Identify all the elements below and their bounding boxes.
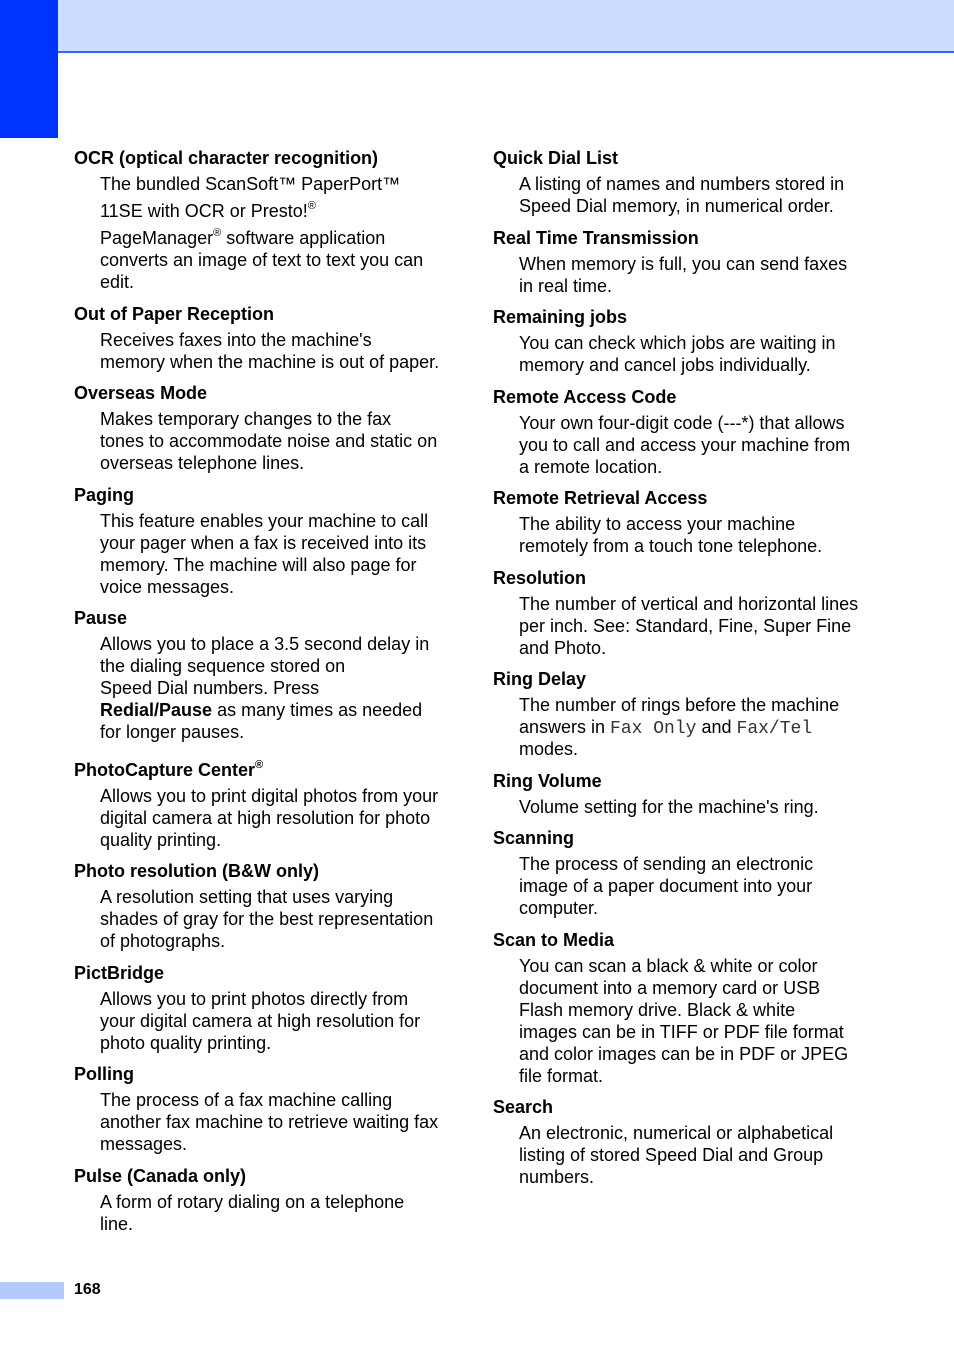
entry-paging [74,484,454,598]
definition-line: you to call and access your machine from [519,434,851,455]
entry-resolution [493,567,913,659]
definition-line: Receives faxes into the machine's [100,329,372,350]
entry-scan-to-media [493,929,913,1087]
entry-search [493,1096,913,1188]
definition-polling [100,1089,454,1155]
definition-line: shades of gray for the best representation [100,909,434,929]
definition-line: Makes temporary changes to the fax [100,409,392,429]
definition-line: memory and cancel jobs individually. [519,355,811,375]
header-band [58,0,954,53]
definition-real-time-transmission [519,253,913,297]
definition-line: A resolution setting that uses varying [100,887,394,907]
term-ring-volume: Ring Volume [493,770,602,791]
definition-line: Your own four-digit code (---*) that allows [519,412,845,433]
term-scanning: Scanning [493,828,575,848]
definition-line: the dialing sequence stored on [100,656,346,676]
definition-paging [100,510,454,598]
term-ocr: OCR (optical character recognition) [74,148,379,168]
entry-pictbridge [74,962,454,1054]
term-pause: Pause [74,608,128,628]
term-remote-access-code: Remote Access Code [493,386,677,407]
definition-line: tones to accommodate noise and static on [100,431,438,451]
definition-pause [100,633,454,743]
term-quick-dial-list: Quick Dial List [493,148,619,168]
definition-line: The bundled ScanSoft™ PaperPort™ [100,174,401,194]
definition-line [100,195,454,222]
definition-line [100,699,454,721]
definition-line: An electronic, numerical or alphabetical [519,1123,834,1143]
definition-line: A listing of names and numbers stored in [519,174,845,194]
definition-line: This feature enables your machine to call [100,510,429,531]
registered-mark: ® [307,200,316,212]
glossary-left-column [74,147,454,1244]
definition-line: file format. [519,1065,604,1086]
registered-mark: ® [213,227,222,239]
entry-remaining-jobs [493,306,913,376]
line-text: answers in [519,717,611,737]
registered-mark: ® [255,758,264,771]
definition-line: Flash memory drive. Black & white [519,999,796,1020]
term-text: PhotoCapture Center [74,759,256,780]
definition-line: line. [100,1213,134,1234]
definition-line: image of a paper document into your [519,876,813,896]
glossary-right-column [493,147,913,1198]
definition-line: your digital camera at high resolution for [100,1010,421,1031]
definition-line: listing of stored Speed Dial and Group [519,1145,824,1165]
term-remaining-jobs: Remaining jobs [493,307,628,327]
definition-line: Allows you to print photos directly from [100,988,409,1009]
definition-photocapture-center [100,785,454,851]
chapter-tab [0,0,58,138]
entry-scanning [493,827,913,919]
term-search: Search [493,1097,554,1117]
definition-line: and Photo. [519,637,607,658]
definition-line: The process of sending an electronic [519,854,814,874]
term-real-time-transmission: Real Time Transmission [493,227,699,248]
definition-line: Speed Dial memory, in numerical order. [519,196,834,216]
definition-quick-dial-list [519,173,913,217]
definition-line: voice messages. [100,576,235,597]
term-paging: Paging [74,484,135,505]
term-ring-delay: Ring Delay [493,669,587,689]
definition-line: converts an image of text to text you can [100,250,424,270]
definition-line: Speed Dial numbers. Press [100,678,320,698]
line-text: and [696,717,737,737]
entry-polling [74,1063,454,1155]
definition-out-of-paper-reception [100,329,454,373]
definition-line: A form of rotary dialing on a telephone [100,1191,405,1212]
definition-ring-volume [519,796,913,818]
definition-line: You can check which jobs are waiting in [519,333,836,353]
term-photo-resolution: Photo resolution (B&W only) [74,861,319,881]
term-remote-retrieval-access: Remote Retrieval Access [493,488,708,508]
term-polling: Polling [74,1064,134,1084]
definition-line: per inch. See: Standard, Fine, Super Fine [519,615,852,636]
entry-out-of-paper-reception [74,303,454,373]
definition-ring-delay [519,694,913,760]
key-name-redial-pause: Redial/Pause [100,700,213,720]
definition-line: for longer pauses. [100,722,245,742]
entry-ring-delay [493,668,913,760]
entry-ring-volume [493,770,913,818]
term-photocapture-center [74,753,454,781]
definition-pictbridge [100,988,454,1054]
definition-line: The process of a fax machine calling [100,1090,393,1110]
line-text: software application [221,228,386,248]
definition-line: You can scan a black & white or color [519,955,818,976]
definition-line: overseas telephone lines. [100,453,305,473]
entry-photocapture-center [74,753,454,851]
definition-line: digital camera at high resolution for photo [100,807,431,828]
term-scan-to-media: Scan to Media [493,929,615,950]
definition-line: computer. [519,898,599,918]
definition-line: numbers. [519,1167,595,1187]
definition-line: remotely from a touch tone telephone. [519,536,823,556]
definition-line: The number of rings before the machine [519,695,840,715]
definition-remote-retrieval-access [519,513,913,557]
definition-line: Allows you to print digital photos from your [100,785,439,806]
definition-line: a remote location. [519,456,663,477]
definition-photo-resolution [100,886,454,952]
entry-photo-resolution [74,860,454,952]
term-overseas-mode: Overseas Mode [74,383,208,403]
definition-remote-access-code [519,412,913,478]
entry-pulse [74,1165,454,1235]
definition-line: images can be in TIFF or PDF file format [519,1021,844,1042]
definition-line: memory when the machine is out of paper. [100,351,440,372]
definition-line: quality printing. [100,829,222,850]
definition-line [100,222,454,249]
definition-line: Allows you to place a 3.5 second delay in [100,634,430,654]
page-number: 168 [74,1281,101,1298]
mode-name-fax-tel: Fax/Tel [736,719,813,739]
definition-line: edit. [100,272,135,292]
term-pictbridge: PictBridge [74,962,165,983]
definition-resolution [519,593,913,659]
definition-pulse [100,1191,454,1235]
entry-pause [74,607,454,743]
definition-line: your pager when a fax is received into its [100,532,427,553]
definition-line: When memory is full, you can send faxes [519,253,848,274]
line-text: PageManager [100,228,214,248]
definition-line: document into a memory card or USB [519,977,821,998]
line-text: 11SE with OCR or Presto! [100,201,308,221]
definition-overseas-mode [100,408,454,474]
definition-line: memory. The machine will also page for [100,554,417,575]
definition-scanning [519,853,913,919]
entry-real-time-transmission [493,227,913,297]
definition-ocr [100,173,454,293]
entry-ocr [74,147,454,293]
entry-remote-access-code [493,386,913,478]
line-text: as many times as needed [212,700,423,720]
entry-overseas-mode [74,382,454,474]
term-out-of-paper-reception: Out of Paper Reception [74,303,275,324]
definition-line: Volume setting for the machine's ring. [519,796,819,817]
definition-scan-to-media [519,955,913,1087]
definition-search [519,1122,913,1188]
entry-quick-dial-list [493,147,913,217]
definition-line: messages. [100,1134,188,1154]
entry-remote-retrieval-access [493,487,913,557]
definition-line: in real time. [519,275,613,296]
footer-band [0,1282,64,1299]
definition-line: and color images can be in PDF or JPEG [519,1043,849,1064]
definition-line: of photographs. [100,931,226,951]
definition-line: The number of vertical and horizontal lines [519,593,859,614]
definition-line [519,716,913,738]
term-resolution: Resolution [493,567,586,588]
definition-remaining-jobs [519,332,913,376]
mode-name-fax-only: Fax Only [610,719,697,739]
definition-line: modes. [519,739,579,759]
definition-line: The ability to access your machine [519,514,796,534]
definition-line: another fax machine to retrieve waiting fax [100,1112,439,1132]
definition-line: photo quality printing. [100,1032,272,1053]
term-pulse: Pulse (Canada only) [74,1165,247,1186]
